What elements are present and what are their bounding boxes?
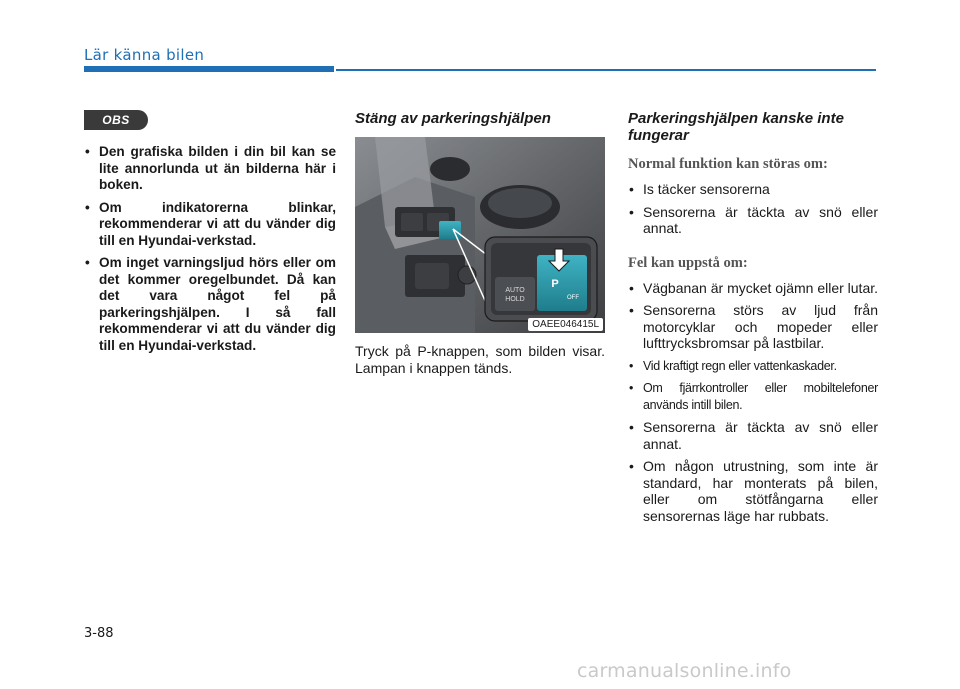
page-number: 3-88 <box>84 626 114 641</box>
section-title: Parkeringshjälpen kanske inte fungerar <box>628 110 844 144</box>
p-button-label: P <box>551 278 559 290</box>
turn-off-column <box>355 110 605 377</box>
list-item: • Sensorerna är täckta av snö eller annat. <box>628 204 878 237</box>
console-figure <box>355 137 605 333</box>
list-item: • Om inget varningsljud hörs eller om det kommer oregelbundet. Då kan det vara något fel på parkeringshjälpen. I så fall rekommenderar vi att du vänder dig till en Hyundai-verkstad. <box>84 255 336 354</box>
auto-hold-label: HOLD <box>505 296 525 303</box>
note-list <box>84 144 336 354</box>
list-item: • Om fjärrkontroller eller mobiltelefoner används intill bilen. <box>628 380 878 413</box>
watermark: carmanualsonline.info <box>577 660 792 682</box>
error-list-end <box>628 419 878 524</box>
list-item: • Is täcker sensorerna <box>628 181 878 198</box>
normal-heading: Normal funktion kan störas om: <box>628 156 828 172</box>
header-rule-thin <box>336 69 876 71</box>
list-item: • Sensorerna störs av ljud från motorcyklar och mopeder eller lufttrycksbromsar på lastbilar. <box>628 302 878 352</box>
auto-hold-label: AUTO <box>505 287 525 294</box>
normal-list <box>628 181 878 237</box>
error-heading: Fel kan uppstå om: <box>628 254 748 271</box>
instruction-text: Tryck på P-knappen, som bilden visar. Lampan i knappen tänds. <box>355 343 605 376</box>
malfunction-column <box>628 110 878 530</box>
section-title: Stäng av parkeringshjälpen <box>355 110 551 127</box>
error-list <box>628 280 878 352</box>
section-header-title: Lär känna bilen <box>84 46 205 64</box>
console-illustration <box>355 137 605 333</box>
note-column <box>84 110 336 360</box>
list-item: • Vid kraftigt regn eller vattenkaskader. <box>628 358 878 375</box>
list-item: • Sensorerna är täckta av snö eller annat. <box>628 419 878 452</box>
header-rule-thick <box>84 66 334 72</box>
obs-badge: OBS <box>84 110 148 130</box>
error-list-small <box>628 358 878 414</box>
list-item: • Om någon utrustning, som inte är standard, har monterats på bilen, eller om stötfångarna eller sensorernas läge har rubbats. <box>628 458 878 524</box>
figure-caption: OAEE046415L <box>528 318 603 331</box>
off-label: OFF <box>567 295 579 301</box>
list-item: • Den grafiska bilden i din bil kan se lite annorlunda ut än bilderna här i boken. <box>84 144 336 194</box>
list-item: • Vägbanan är mycket ojämn eller lutar. <box>628 280 878 297</box>
list-item: • Om indikatorerna blinkar, rekommenderar vi att du vänder dig till en Hyundai-verkstad. <box>84 200 336 250</box>
